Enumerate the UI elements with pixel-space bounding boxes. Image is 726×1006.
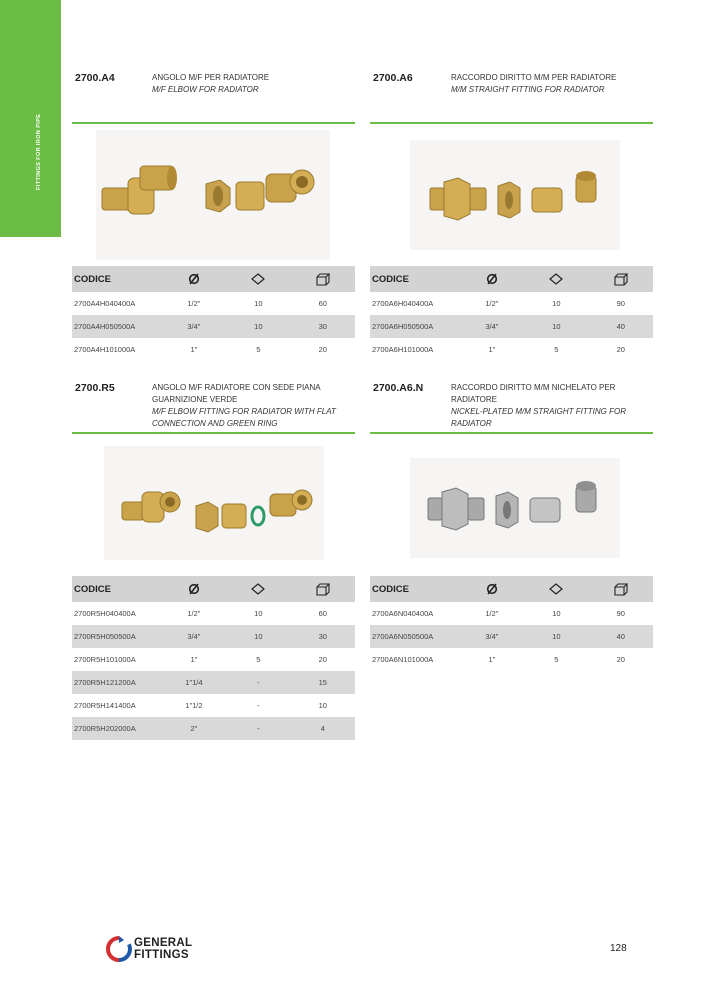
- cell-size: 2": [162, 717, 226, 740]
- product-spec-table: [370, 576, 653, 671]
- description-english: M/M STRAIGHT FITTING FOR RADIATOR: [451, 85, 605, 94]
- product-code: 2700.A6: [373, 72, 413, 84]
- header-box: [291, 266, 355, 292]
- cell-box: 20: [616, 345, 625, 354]
- cell-code: 2700R5H141400A: [74, 701, 136, 710]
- section-side-tab: [0, 0, 61, 237]
- brand-logo-icon: [106, 936, 132, 962]
- table-row: [72, 602, 355, 625]
- diameter-icon: [188, 583, 200, 595]
- cell-pack: 10: [254, 299, 263, 308]
- section-divider: [72, 432, 355, 434]
- cell-code: 2700A4H101000A: [74, 345, 136, 354]
- description-english: NICKEL-PLATED M/M STRAIGHT FITTING FOR RADIATOR: [451, 407, 626, 428]
- table-row: [370, 602, 653, 625]
- table-row: [72, 338, 355, 361]
- header-box: [589, 576, 653, 602]
- description-italian: RACCORDO DIRITTO M/M PER RADIATORE: [451, 73, 617, 82]
- cell-code: 2700R5H202000A: [72, 717, 162, 740]
- cell-size: 3/4": [162, 315, 226, 338]
- cell-box: 10: [318, 701, 327, 710]
- product-code: 2700.A6.N: [373, 382, 424, 394]
- cell-size: 3/4": [460, 315, 524, 338]
- cell-pack: 10: [254, 609, 263, 618]
- cell-pack: 5: [256, 345, 261, 354]
- cell-size: 1/2": [485, 299, 499, 308]
- product-spec-table: [72, 266, 355, 361]
- cell-box: 90: [616, 609, 625, 618]
- product-code: 2700.R5: [75, 382, 115, 394]
- box-icon: [614, 583, 628, 596]
- table-row: [370, 315, 653, 338]
- header-pack: [226, 266, 290, 292]
- table-row: [72, 717, 355, 740]
- cell-pack: -: [257, 701, 260, 710]
- section-divider: [370, 122, 653, 124]
- cell-box: 40: [589, 625, 653, 648]
- header-pack: [524, 266, 588, 292]
- cell-pack: 10: [524, 315, 588, 338]
- cell-size: 1": [488, 655, 496, 664]
- header-pack: [226, 576, 290, 602]
- box-icon: [614, 273, 628, 286]
- cell-pack: -: [226, 671, 290, 694]
- header-size: [162, 576, 226, 602]
- cell-pack: 5: [256, 655, 261, 664]
- table-row: [370, 648, 653, 671]
- table-header-row: [370, 266, 653, 292]
- cell-pack: -: [226, 717, 290, 740]
- product-photo: [104, 446, 324, 560]
- header-code: CODICE: [72, 576, 162, 602]
- cell-box: 30: [291, 315, 355, 338]
- header-pack: [524, 576, 588, 602]
- cell-code: 2700A6H040400A: [372, 299, 434, 308]
- rhombus-icon: [549, 273, 563, 285]
- table-row: [72, 292, 355, 315]
- cell-code: 2700A4H040400A: [74, 299, 136, 308]
- header-code: CODICE: [370, 576, 460, 602]
- page-number: 128: [610, 943, 627, 954]
- product-description: [152, 382, 352, 430]
- section-divider: [72, 122, 355, 124]
- cell-size: 1": [190, 345, 198, 354]
- header-size: [460, 266, 524, 292]
- description-english: M/F ELBOW FOR RADIATOR: [152, 85, 259, 94]
- cell-box: 4: [291, 717, 355, 740]
- cell-box: 20: [616, 655, 625, 664]
- cell-size: 1/2": [485, 609, 499, 618]
- rhombus-icon: [251, 583, 265, 595]
- header-box: [589, 266, 653, 292]
- diameter-icon: [486, 583, 498, 595]
- product-description: [152, 72, 352, 96]
- cell-box: 90: [616, 299, 625, 308]
- header-size: [162, 266, 226, 292]
- diameter-icon: [486, 273, 498, 285]
- cell-size: 1"1/4: [162, 671, 226, 694]
- header-code: CODICE: [72, 266, 162, 292]
- diameter-icon: [188, 273, 200, 285]
- cell-size: 3/4": [162, 625, 226, 648]
- table-row: [370, 338, 653, 361]
- cell-code: 2700A4H050500A: [72, 315, 162, 338]
- cell-pack: 10: [552, 609, 561, 618]
- cell-code: 2700A6H050500A: [370, 315, 460, 338]
- box-icon: [316, 273, 330, 286]
- table-row: [370, 292, 653, 315]
- product-spec-table: [370, 266, 653, 361]
- cell-size: 1": [488, 345, 496, 354]
- product-photo: [410, 140, 620, 250]
- table-header-row: [72, 576, 355, 602]
- cell-code: 2700A6N050500A: [370, 625, 460, 648]
- table-row: [72, 648, 355, 671]
- header-size: [460, 576, 524, 602]
- description-italian: RACCORDO DIRITTO M/M NICHELATO PER RADIATORE: [451, 383, 616, 404]
- cell-box: 60: [318, 299, 327, 308]
- table-row: [72, 625, 355, 648]
- cell-box: 20: [318, 655, 327, 664]
- rhombus-icon: [549, 583, 563, 595]
- table-row: [370, 625, 653, 648]
- description-italian: ANGOLO M/F RADIATORE CON SEDE PIANA GUARNIZIONE VERDE: [152, 383, 321, 404]
- cell-pack: 5: [554, 655, 559, 664]
- description-italian: ANGOLO M/F PER RADIATORE: [152, 73, 270, 82]
- cell-box: 15: [291, 671, 355, 694]
- cell-size: 1": [190, 655, 198, 664]
- cell-pack: 10: [226, 625, 290, 648]
- brand-name: [134, 938, 192, 961]
- product-description: [451, 72, 651, 96]
- box-icon: [316, 583, 330, 596]
- cell-code: 2700R5H121200A: [72, 671, 162, 694]
- cell-code: 2700R5H101000A: [74, 655, 136, 664]
- cell-size: 1/2": [187, 299, 201, 308]
- product-code: 2700.A4: [75, 72, 115, 84]
- cell-pack: 10: [524, 625, 588, 648]
- brand-line-2: FITTINGS: [134, 948, 189, 961]
- table-row: [72, 694, 355, 717]
- description-english: M/F ELBOW FITTING FOR RADIATOR WITH FLAT CONNECTION AND GREEN RING: [152, 407, 336, 428]
- cell-box: 20: [318, 345, 327, 354]
- header-code: CODICE: [370, 266, 460, 292]
- brand-line-1: GENERAL: [134, 937, 193, 949]
- section-divider: [370, 432, 653, 434]
- cell-box: 60: [318, 609, 327, 618]
- table-header-row: [72, 266, 355, 292]
- cell-box: 40: [589, 315, 653, 338]
- section-side-tab-label: FITTINGS FOR IRON PIPE: [36, 113, 42, 190]
- cell-size: 1/2": [187, 609, 201, 618]
- table-header-row: [370, 576, 653, 602]
- product-photo: [410, 458, 620, 558]
- product-spec-table: [72, 576, 355, 740]
- cell-pack: 5: [554, 345, 559, 354]
- header-box: [291, 576, 355, 602]
- cell-box: 30: [291, 625, 355, 648]
- table-row: [72, 315, 355, 338]
- cell-code: 2700R5H050500A: [72, 625, 162, 648]
- cell-code: 2700A6N101000A: [372, 655, 434, 664]
- cell-pack: 10: [226, 315, 290, 338]
- cell-code: 2700R5H040400A: [74, 609, 136, 618]
- product-photo: [96, 130, 330, 260]
- product-description: [451, 382, 651, 430]
- cell-pack: 10: [552, 299, 561, 308]
- cell-code: 2700A6N040400A: [372, 609, 434, 618]
- table-row: [72, 671, 355, 694]
- cell-code: 2700A6H101000A: [372, 345, 434, 354]
- cell-size: 1"1/2: [185, 701, 203, 710]
- cell-size: 3/4": [460, 625, 524, 648]
- rhombus-icon: [251, 273, 265, 285]
